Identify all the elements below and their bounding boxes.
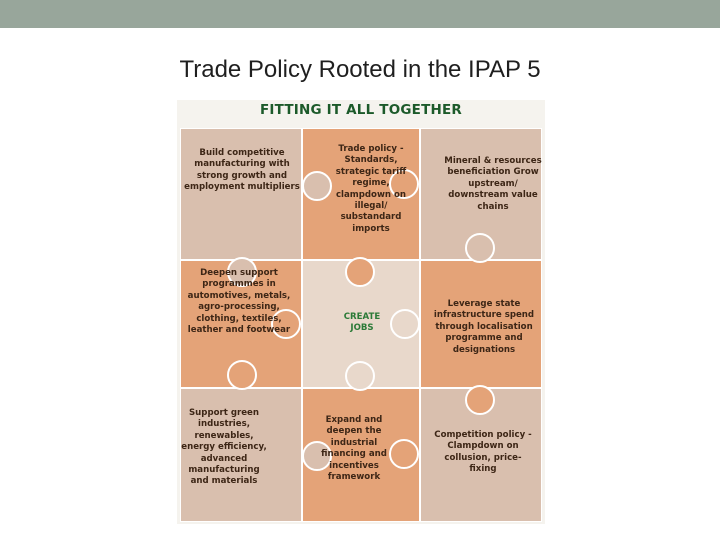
knob-center-bc [346,362,374,390]
knob-mr-br [466,386,494,414]
knob-tr-mr [466,234,494,262]
piece-text-bottom-center: Expand and deepen the industrial financing and incentives framework [321,415,387,483]
slide-title: Trade Policy Rooted in the IPAP 5 [179,56,541,83]
piece-text-center: CREATE JOBS [343,312,381,334]
knob-ml-bl [228,361,256,389]
top-accent-bar [0,0,720,28]
puzzle-diagram [177,100,545,524]
piece-text-bottom-left: Support green industries, renewables, energy efficiency, advanced manufacturing and materials [181,408,267,487]
piece-text-bottom-right: Competition policy - Clampdown on collusion, price-fixing [434,430,532,475]
piece-text-middle-left: Deepen support programmes in automotives, metals, agro-processing, clothing, textiles, leather and footwear [187,268,291,336]
piece-text-middle-right: Leverage state infrastructure spend through localisation programme and designations [433,299,535,355]
knob-tc-center [346,258,374,286]
piece-text-top-right: Mineral & resources beneficiation Grow upstream/ downstream value chains [444,156,542,212]
piece-text-top-left: Build competitive manufacturing with strong growth and employment multipliers [184,148,300,193]
diagram-heading: FITTING IT ALL TOGETHER [259,102,463,118]
knob-center-mr [391,310,419,338]
piece-text-top-center: Trade policy - Standards, strategic tariff regime, clampdown on illegal/ substandard imports [335,144,407,234]
